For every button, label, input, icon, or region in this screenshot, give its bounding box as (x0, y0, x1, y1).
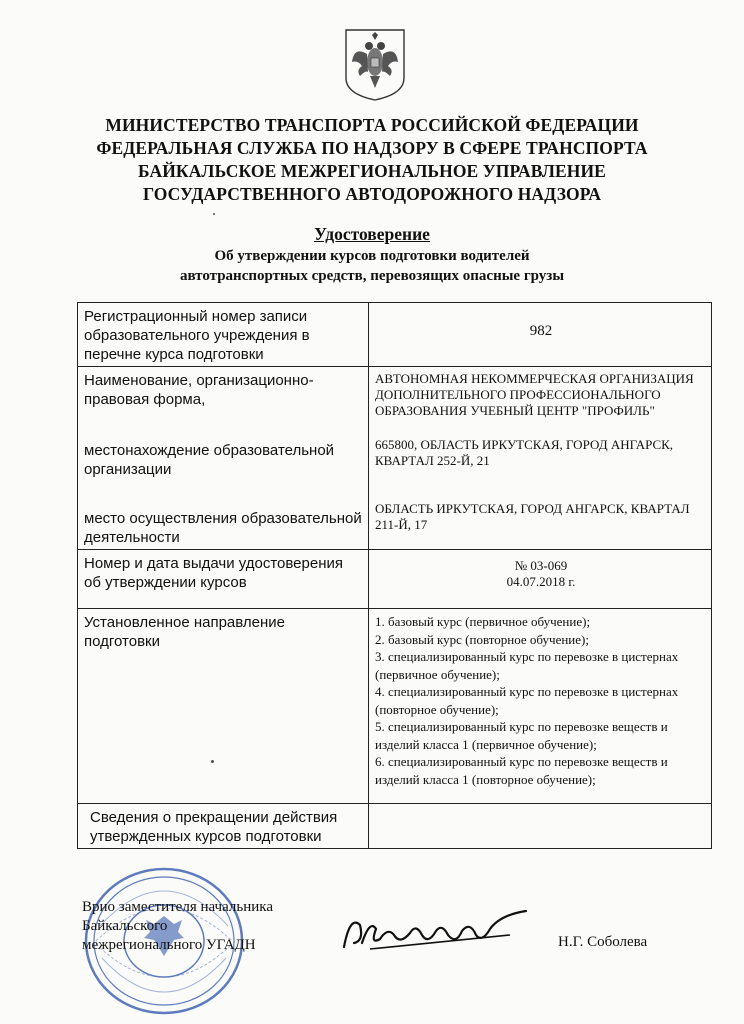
termination-label: Сведения о прекращении действия утвержденных курсов подготовки (78, 804, 369, 849)
table-row-certificate (78, 550, 712, 609)
certificate-values (369, 550, 712, 609)
direction-label: Установленное направление подготовки (78, 609, 369, 804)
scan-speck (213, 213, 215, 215)
table-row-organization (78, 367, 712, 550)
organization-labels (78, 367, 369, 550)
organization-name: АВТОНОМНАЯ НЕКОММЕРЧЕСКАЯ ОРГАНИЗАЦИЯ ДОПОЛНИТЕЛЬНОГО ПРОФЕССИОНАЛЬНОГО ОБРАЗОВАНИЯ УЧЕБНЫЙ ЦЕНТР "ПРОФИЛЬ" (375, 371, 694, 418)
organization-name-label: Наименование, организационно-правовая форма, (84, 372, 314, 408)
document-title: Удостоверение (314, 224, 430, 244)
table-row-termination (78, 804, 712, 849)
list-item: 5. специализированный курс по перевозке веществ и изделий класса 1 (первичное обучение); (375, 719, 668, 752)
ministry-line: МИНИСТЕРСТВО ТРАНСПОРТА РОССИЙСКОЙ ФЕДЕРАЦИИ (105, 115, 639, 135)
ministry-line: БАЙКАЛЬСКОЕ МЕЖРЕГИОНАЛЬНОЕ УПРАВЛЕНИЕ (138, 161, 606, 181)
position-line: Байкальского (82, 918, 168, 934)
position-line: Врио заместителя начальника (82, 899, 273, 915)
list-item: 6. специализированный курс по перевозке веществ и изделий класса 1 (повторное обучение); (375, 754, 668, 787)
certificate-date: 04.07.2018 г. (506, 574, 576, 589)
activity-place: ОБЛАСТЬ ИРКУТСКАЯ, ГОРОД АНГАРСК, КВАРТАЛ 211-Й, 17 (375, 501, 690, 532)
subtitle-line: автотранспортных средств, перевозящих опасные грузы (179, 268, 565, 284)
subtitle-line: Об утверждении курсов подготовки водителей (214, 248, 530, 264)
ministry-line: ГОСУДАРСТВЕННОГО АВТОДОРОЖНОГО НАДЗОРА (142, 184, 602, 204)
document-subtitle (0, 246, 744, 286)
certificate-number: № 03-069 (514, 558, 568, 573)
position-line: межрегионального УГАДН (82, 937, 256, 953)
termination-value (369, 804, 712, 849)
ministry-line: ФЕДЕРАЛЬНАЯ СЛУЖБА ПО НАДЗОРУ В СФЕРЕ ТРАНСПОРТА (96, 138, 648, 158)
certificate-label: Номер и дата выдачи удостоверения об утверждении курсов (78, 550, 369, 609)
coat-of-arms-emblem (340, 26, 410, 102)
activity-place-label: место осуществления образовательной деятельности (84, 510, 362, 546)
registration-number: 982 (369, 303, 712, 367)
location-label: местонахождение образовательной организации (84, 442, 335, 478)
ministry-header (0, 114, 744, 206)
list-item: 2. базовый курс (повторное обучение); (375, 631, 589, 647)
list-item: 4. специализированный курс по перевозке в цистернах (повторное обучение); (375, 684, 679, 717)
organization-location: 665800, ОБЛАСТЬ ИРКУТСКАЯ, ГОРОД АНГАРСК, КВАРТАЛ 252-Й, 21 (375, 437, 674, 468)
table-row-registration (78, 303, 712, 367)
organization-values (369, 367, 712, 550)
list-item: 3. специализированный курс по перевозке в цистернах (первичное обучение); (375, 649, 679, 682)
signatory-position (82, 898, 273, 955)
table-row-direction (78, 609, 712, 804)
scan-speck (211, 760, 214, 763)
handwritten-signature (340, 905, 530, 955)
certificate-table (77, 302, 712, 849)
direction-values (369, 609, 712, 804)
signatory-name: Н.Г. Соболева (558, 934, 648, 950)
registration-label: Регистрационный номер записи образовательного учреждения в перечне курса подготовки (78, 303, 369, 367)
list-item: 1. базовый курс (первичное обучение); (375, 614, 591, 629)
